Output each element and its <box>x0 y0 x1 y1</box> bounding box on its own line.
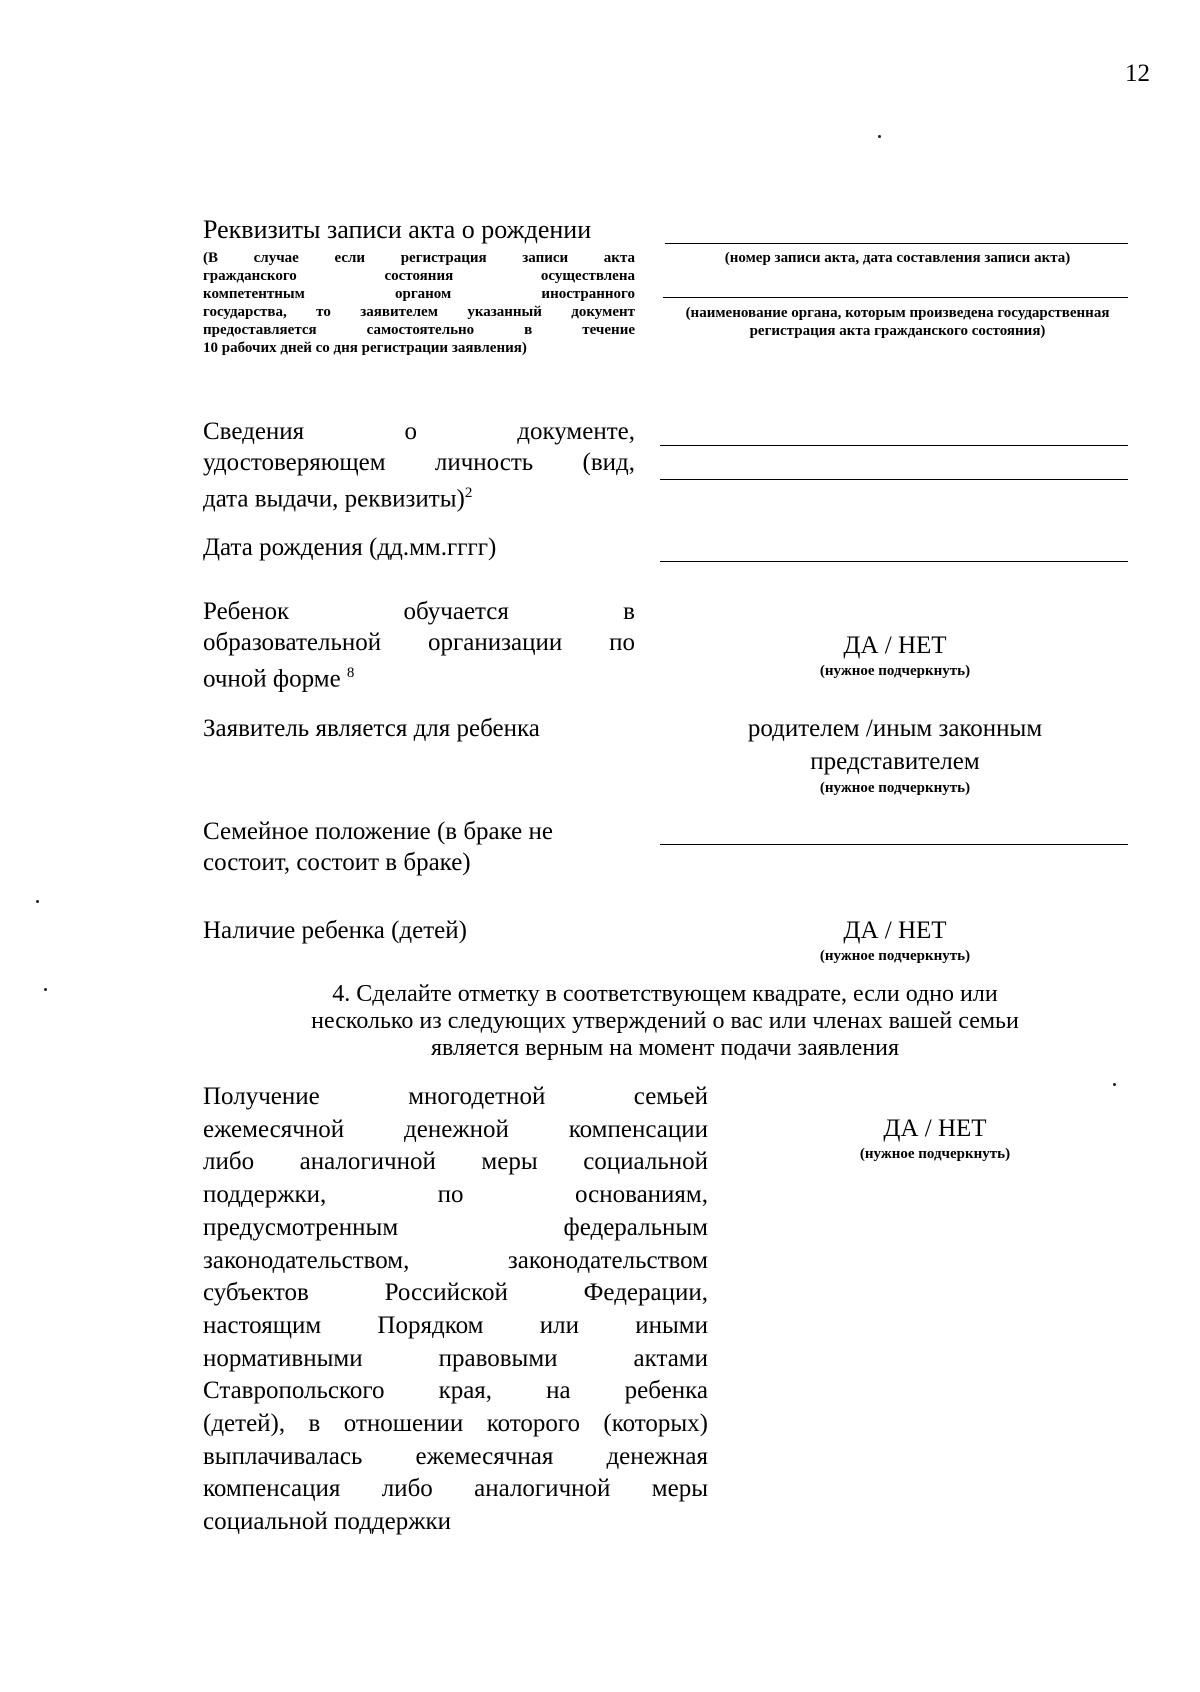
marital-status-line[interactable] <box>660 844 1128 845</box>
compensation-line: нормативными правовыми актами <box>203 1344 708 1372</box>
children-label: Наличие ребенка (детей) <box>203 917 467 944</box>
compensation-hint: (нужное подчеркнуть) <box>859 1146 1011 1162</box>
section-4-line: 4. Сделайте отметку в соответствующем квадрате, если одно или <box>332 981 998 1007</box>
birth-record-number-line[interactable] <box>665 243 1128 244</box>
section-4-line: несколько из следующих утверждений о вас или членах вашей семьи <box>311 1008 1019 1034</box>
child-education-answer[interactable]: ДА / НЕТ <box>843 632 947 659</box>
compensation-line: выплачивалась ежемесячная денежная <box>203 1442 708 1470</box>
scan-speck <box>878 135 881 138</box>
scan-speck <box>1113 1083 1116 1086</box>
compensation-line: компенсация либо аналогичной меры <box>203 1475 708 1503</box>
identity-doc-line: дата выдачи, реквизиты) <box>203 485 465 513</box>
birth-record-authority-line[interactable] <box>663 297 1128 298</box>
compensation-line: (детей), в отношении которого (которых) <box>203 1410 708 1438</box>
applicant-role-answer-2[interactable]: представителем <box>810 748 980 775</box>
footnote-mark: 2 <box>464 485 473 501</box>
birth-record-note-line: 10 рабочих дней со дня регистрации заявления) <box>203 340 527 356</box>
compensation-line: настоящим Порядком или иными <box>203 1311 708 1339</box>
identity-doc-line-1[interactable] <box>660 445 1128 446</box>
birth-record-note-line: государства, то заявителем указанный документ <box>203 304 635 320</box>
identity-doc-line: удостоверяющем личность (вид, <box>203 449 635 476</box>
birth-record-note-line: гражданского состояния осуществлена <box>203 268 635 284</box>
marital-status-label <box>203 816 653 878</box>
compensation-line: Ставропольского края, на ребенка <box>203 1377 708 1405</box>
child-education-line: Ребенок обучается в <box>203 598 635 625</box>
child-education-line: образовательной организации по <box>203 629 635 656</box>
birth-date-line[interactable] <box>660 561 1128 562</box>
birth-record-note-line: предоставляется самостоятельно в течение <box>203 322 635 338</box>
section-4-heading <box>200 981 1130 1062</box>
compensation-line: либо аналогичной меры социальной <box>203 1148 708 1176</box>
birth-record-title: Реквизиты записи акта о рождении <box>203 215 592 244</box>
compensation-line: законодательством, законодательством <box>203 1246 708 1274</box>
applicant-role-hint: (нужное подчеркнуть) <box>819 780 971 796</box>
compensation-text <box>203 1081 708 1539</box>
marital-status-line: Семейное положение (в браке не <box>203 818 553 845</box>
compensation-line: поддержки, по основаниям, <box>203 1181 708 1209</box>
page-number: 12 <box>1125 60 1150 87</box>
compensation-line: социальной поддержки <box>203 1508 452 1536</box>
footnote-mark: 8 <box>346 665 355 681</box>
compensation-line: Получение многодетной семьей <box>203 1083 708 1110</box>
birth-record-note-line: (В случае если регистрация записи акта <box>203 250 635 266</box>
identity-doc-line: Сведения о документе, <box>203 418 635 445</box>
birth-record-authority-caption: (наименование органа, которым произведена государственная регистрация акта гражданского состояния) <box>685 305 1110 339</box>
section-4-line: является верным на момент подачи заявления <box>430 1035 900 1061</box>
child-education-line: очной форме <box>203 665 341 693</box>
birth-date-label: Дата рождения (дд.мм.гггг) <box>203 534 497 561</box>
child-education-hint: (нужное подчеркнуть) <box>819 663 971 679</box>
children-answer[interactable]: ДА / НЕТ <box>843 917 947 944</box>
compensation-line: предусмотренным федеральным <box>203 1213 708 1241</box>
scan-speck <box>36 900 39 903</box>
identity-doc-label <box>203 416 635 514</box>
children-hint: (нужное подчеркнуть) <box>819 948 971 964</box>
compensation-line: ежемесячной денежной компенсации <box>203 1115 708 1143</box>
child-education-label <box>203 596 635 694</box>
applicant-role-answer-1[interactable]: родителем /иным законным <box>747 715 1043 742</box>
compensation-answer[interactable]: ДА / НЕТ <box>883 1115 987 1142</box>
compensation-line: субъектов Российской Федерации, <box>203 1279 708 1307</box>
birth-record-note <box>203 249 635 357</box>
applicant-role-label: Заявитель является для ребенка <box>203 715 540 742</box>
birth-record-note-line: компетентным органом иностранного <box>203 286 635 302</box>
marital-status-line: состоит, состоит в браке) <box>203 849 471 876</box>
identity-doc-line-2[interactable] <box>660 479 1128 480</box>
scan-speck <box>44 988 47 991</box>
birth-record-number-caption: (номер записи акта, дата составления записи акта) <box>724 250 1071 266</box>
